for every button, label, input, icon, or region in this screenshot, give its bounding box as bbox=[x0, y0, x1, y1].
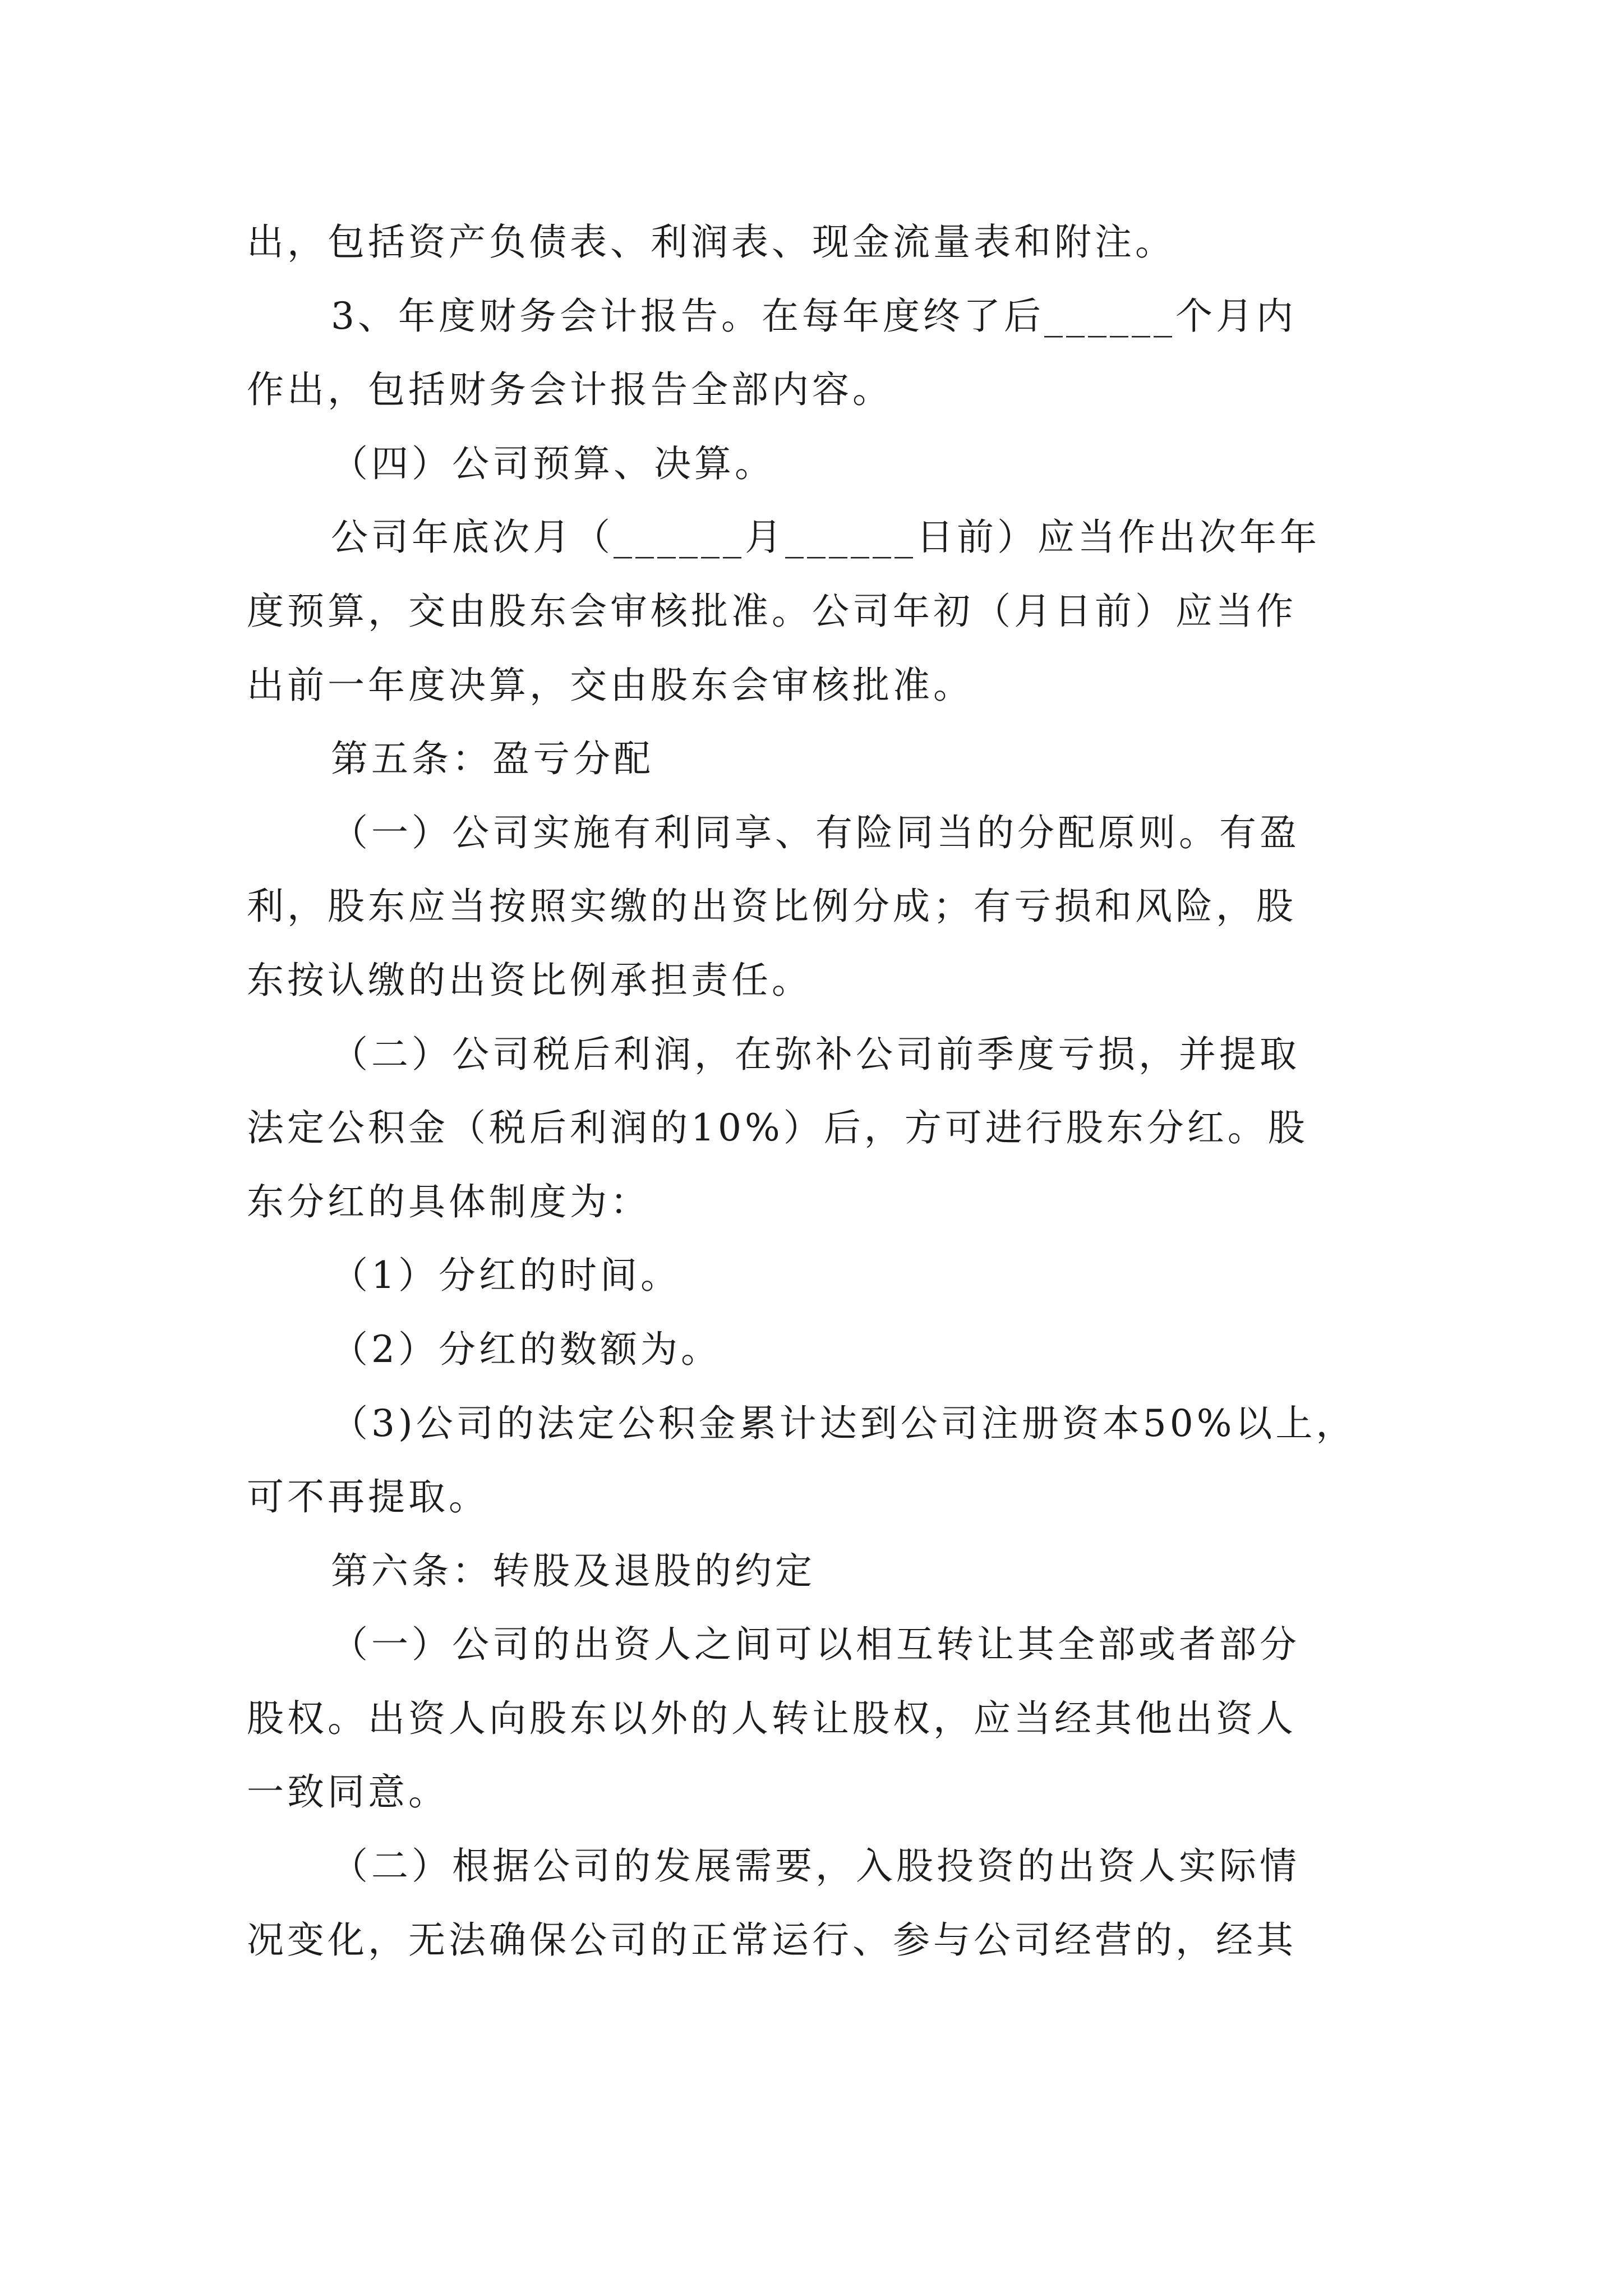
line-7: 出前一年度决算，交由股东会审核批准。 bbox=[247, 663, 974, 707]
line-18: 可不再提取。 bbox=[247, 1475, 489, 1519]
line-14: 东分红的具体制度为： bbox=[247, 1180, 651, 1223]
line-13: 法定公积金（税后利润的10%）后，方可进行股东分红。股 bbox=[247, 1106, 1308, 1150]
line-15: （1）分红的时间。 bbox=[331, 1254, 681, 1297]
line-21: 股权。出资人向股东以外的人转让股权，应当经其他出资人 bbox=[247, 1696, 1297, 1740]
line-6: 度预算，交由股东会审核批准。公司年初（月日前）应当作 bbox=[247, 589, 1297, 633]
line-3: 作出，包括财务会计报告全部内容。 bbox=[247, 368, 893, 412]
line-5: 公司年底次月（______月______日前）应当作出次年年 bbox=[331, 516, 1320, 559]
line-22: 一致同意。 bbox=[247, 1770, 449, 1814]
line-12: （二）公司税后利润，在弥补公司前季度亏损，并提取 bbox=[331, 1032, 1300, 1076]
line-23: （二）根据公司的发展需要，入股投资的出资人实际情 bbox=[331, 1844, 1300, 1888]
document-body bbox=[247, 205, 1385, 1977]
line-17: （3)公司的法定公积金累计达到公司注册资本50%以上， bbox=[331, 1401, 1357, 1445]
line-20: （一）公司的出资人之间可以相互转让其全部或者部分 bbox=[331, 1623, 1300, 1667]
line-2: 3、年度财务会计报告。在每年度终了后______个月内 bbox=[331, 294, 1297, 338]
line-10: 利，股东应当按照实缴的出资比例分成；有亏损和风险，股 bbox=[247, 885, 1297, 928]
line-16: （2）分红的数额为。 bbox=[331, 1327, 721, 1371]
line-8: 第五条：盈亏分配 bbox=[331, 737, 654, 781]
line-4: （四）公司预算、决算。 bbox=[331, 441, 775, 485]
line-19: 第六条：转股及退股的约定 bbox=[331, 1549, 815, 1593]
line-1: 出，包括资产负债表、利润表、现金流量表和附注。 bbox=[247, 220, 1175, 264]
line-11: 东按认缴的出资比例承担责任。 bbox=[247, 958, 812, 1002]
line-9: （一）公司实施有利同享、有险同当的分配原则。有盈 bbox=[331, 811, 1300, 854]
line-24: 况变化，无法确保公司的正常运行、参与公司经营的，经其 bbox=[247, 1918, 1297, 1962]
